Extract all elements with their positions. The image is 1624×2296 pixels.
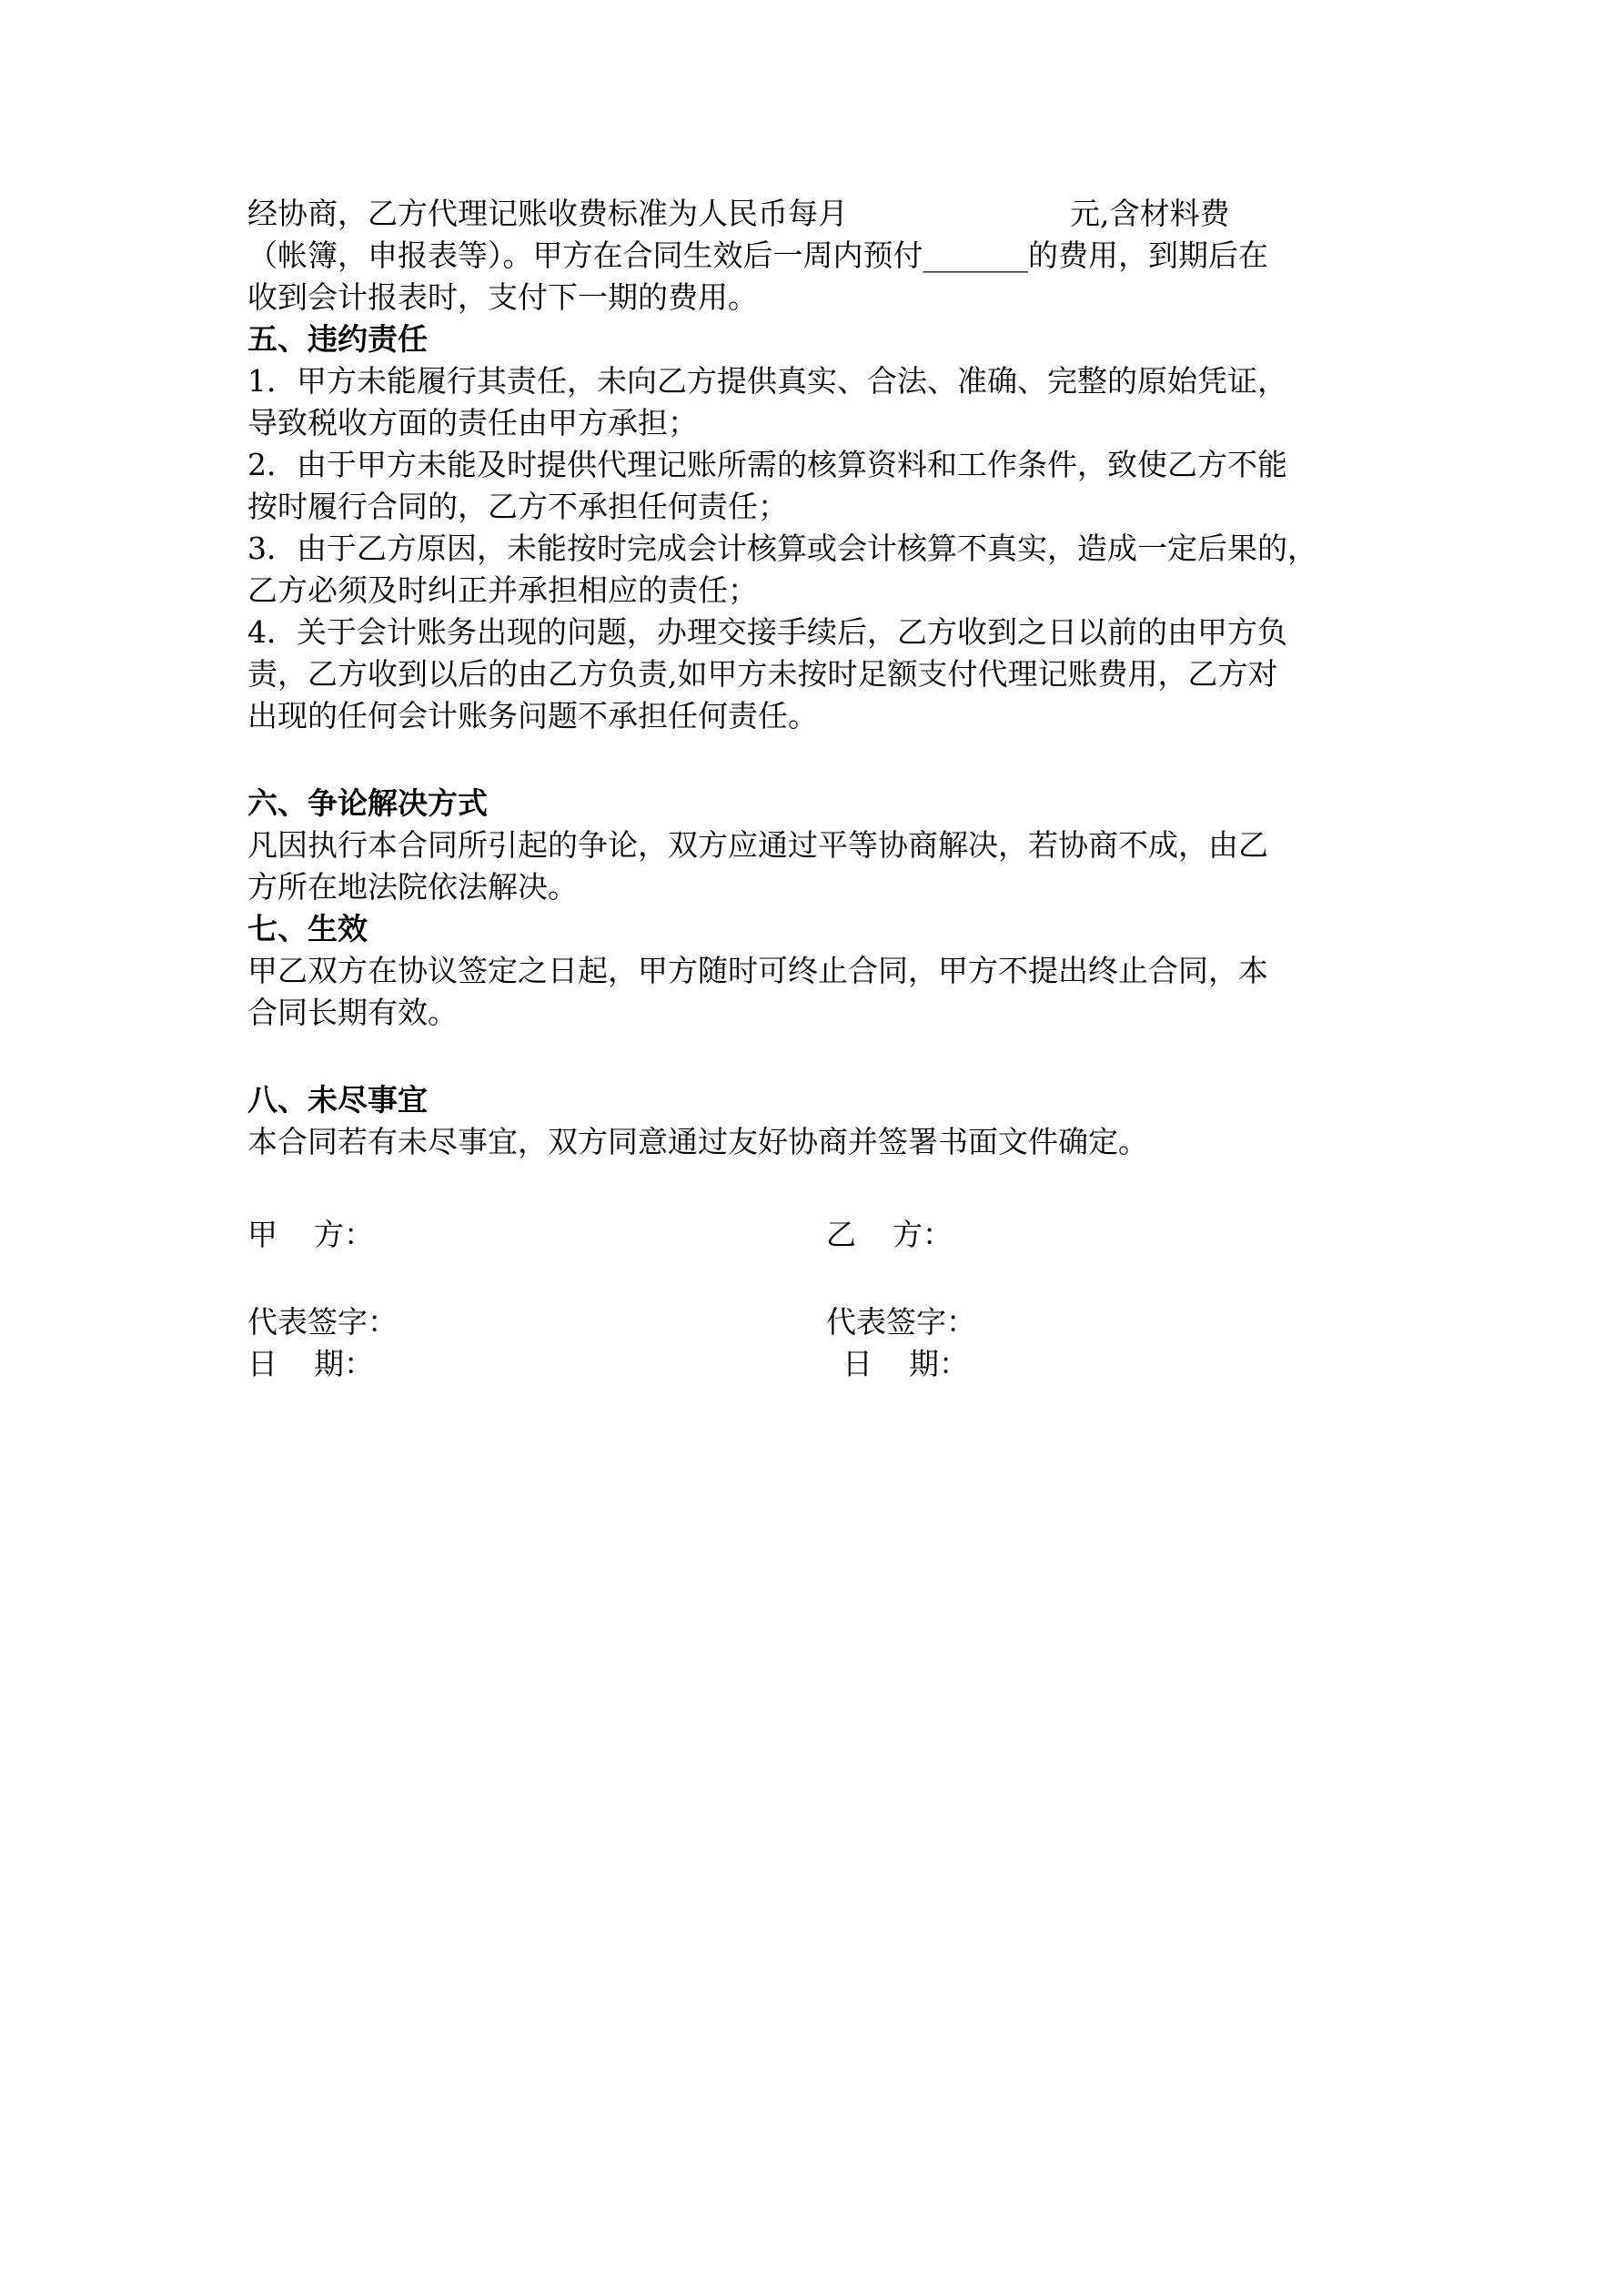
- payment-line-1: [247, 193, 1394, 235]
- section-5-line: 3．由于乙方原因，未能按时完成会计核算或会计核算不真实，造成一定后果的，: [247, 531, 1317, 566]
- party-b-label-suffix: 方：: [893, 1217, 953, 1252]
- party-row: [247, 1214, 1394, 1256]
- section-5-line: 乙方必须及时纠正并承担相应的责任；: [247, 572, 758, 608]
- party-a-label-suffix: 方：: [314, 1217, 374, 1252]
- party-b-label-char: 乙: [826, 1217, 856, 1252]
- party-b-date-char: 日: [842, 1346, 873, 1381]
- date-row: [247, 1343, 1394, 1385]
- payment-line-1-after: 元,含材料费: [1070, 196, 1230, 231]
- section-5-line: 4．关于会计账务出现的问题，办理交接手续后，乙方收到之日以前的由甲方负: [247, 614, 1287, 650]
- party-b-date-label: [842, 1343, 969, 1385]
- section-6-line: 方所在地法院依法解决。: [247, 869, 578, 905]
- party-a-label: [247, 1214, 374, 1256]
- spacer: [247, 1034, 1394, 1079]
- section-5-line: 导致税收方面的责任由甲方承担；: [247, 405, 698, 440]
- payment-line-2: （帐簿，申报表等）。甲方在合同生效后一周内预付_______的费用，到期后在: [247, 238, 1268, 273]
- section-8-line: 本合同若有未尽事宜，双方同意通过友好协商并签署书面文件确定。: [247, 1124, 1148, 1159]
- section-8-title: 八、未尽事宜: [247, 1082, 428, 1118]
- party-b-label: [826, 1214, 953, 1256]
- party-a-representative-label: 代表签字：: [247, 1304, 398, 1340]
- contract-body: [247, 193, 1394, 1385]
- representative-row: [247, 1301, 1394, 1343]
- spacer: [247, 1163, 1394, 1214]
- section-5-line: 1．甲方未能履行其责任，未向乙方提供真实、合法、准确、完整的原始凭证，: [247, 363, 1287, 399]
- section-7-title: 七、生效: [247, 911, 368, 946]
- party-b-representative-label: 代表签字：: [826, 1304, 976, 1340]
- section-7-line: 合同长期有效。: [247, 995, 458, 1030]
- section-5-line: 按时履行合同的，乙方不承担任何责任；: [247, 489, 788, 524]
- party-a-date-suffix: 期：: [314, 1346, 374, 1381]
- payment-line-3: 收到会计报表时，支付下一期的费用。: [247, 279, 758, 315]
- section-5-line: 责，乙方收到以后的由乙方负责,如甲方未按时足额支付代理记账费用，乙方对: [247, 656, 1278, 692]
- section-6-title: 六、争论解决方式: [247, 785, 488, 821]
- section-5-line: 出现的任何会计账务问题不承担任何责任。: [247, 698, 818, 733]
- spacer: [247, 737, 1394, 783]
- section-5-line: 2．由于甲方未能及时提供代理记账所需的核算资料和工作条件，致使乙方不能: [247, 447, 1287, 482]
- section-6-line: 凡因执行本合同所引起的争论，双方应通过平等协商解决，若协商不成，由乙: [247, 827, 1268, 863]
- party-b-date-suffix: 期：: [909, 1346, 969, 1381]
- payment-line-1-before: 经协商，乙方代理记账收费标准为人民币每月: [247, 196, 848, 231]
- party-a-date-char: 日: [247, 1346, 277, 1381]
- section-7-line: 甲乙双方在协议签定之日起，甲方随时可终止合同，甲方不提出终止合同，本: [247, 953, 1268, 988]
- party-a-date-label: [247, 1343, 374, 1385]
- party-a-label-char: 甲: [247, 1217, 277, 1252]
- spacer: [247, 1256, 1394, 1301]
- section-5-title: 五、违约责任: [247, 321, 428, 357]
